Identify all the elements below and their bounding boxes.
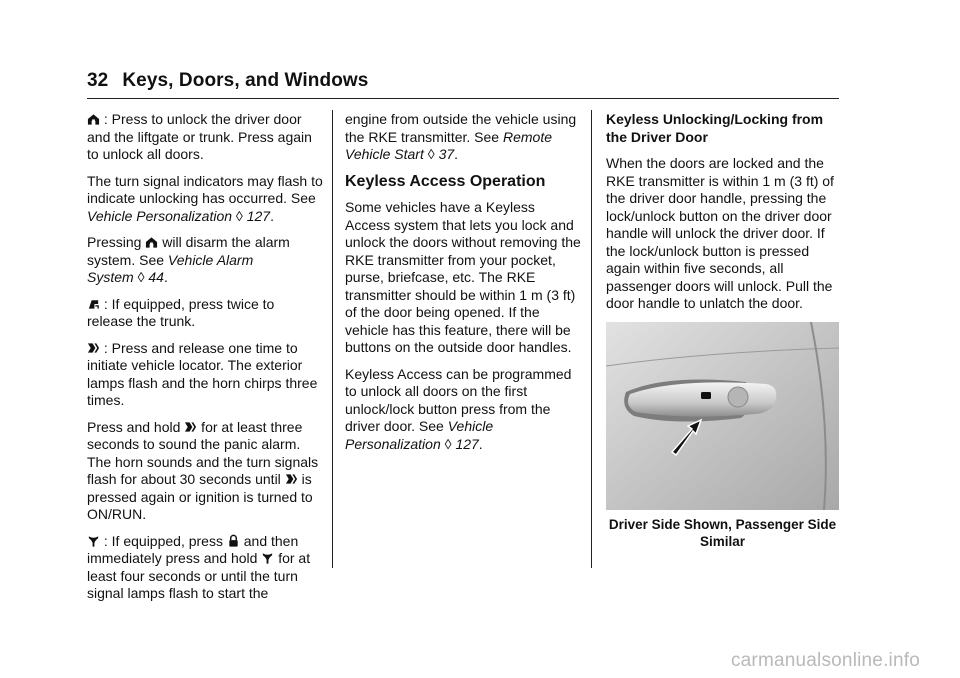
paragraph: engine from outside the vehicle using the RKE transmitter. See Remote Vehicle Start ◊ 37. [345,111,577,162]
watermark: carmanualsonline.info [730,650,920,671]
lock-icon [227,534,240,548]
paragraph: Some vehicles have a Keyless Access system that lets you lock and unlock the doors without removing the RKE transmitter from your pocket, purse, briefcase, etc. The RKE transmitter should be within 1 m (3 ft) of the door being opened. If the vehicle has this feature, there will be buttons on the outside door handles. [345,199,581,355]
page-reference[interactable]: 127 [246,207,271,224]
door-handle-photo [606,322,839,510]
remote-start-icon [87,534,100,548]
ref-arrow: ◊ [137,269,145,285]
vehicle-locator-icon [184,420,197,434]
cross-reference-link[interactable]: Vehicle Personalization [345,418,494,452]
paragraph: Pressing will disarm the alarm system. See Vehicle Alarm System ◊ 44. [87,234,290,285]
vehicle-locator-icon [285,472,298,486]
figure-caption: Driver Side Shown, Passenger Side Similar [608,516,837,549]
unlock-icon [87,112,100,126]
section-heading: Keyless Access Operation [345,172,546,190]
cross-reference-link[interactable]: Vehicle Alarm System [87,251,254,285]
paragraph: : If equipped, press and then immediately press and hold for at least four seconds or until the turn signal lamps flash to start the [87,532,311,601]
vehicle-locator-icon [87,341,100,355]
ref-arrow: ◊ [427,146,435,162]
paragraph: Press and hold for at least three seconds to sound the panic alarm. The horn sounds and the turn signals flash for about 30 seconds until is pressed again or ignition is turned to ON/RUN. [87,418,319,522]
trunk-release-icon [87,297,100,311]
cross-reference-link[interactable]: Vehicle Personalization [87,207,233,224]
paragraph: When the doors are locked and the RKE transmitter is within 1 m (3 ft) of the driver door handle, pressing the lock/unlock button on the driver door handle will unlock the driver door. If the lock/unlock button is pressed again within five seconds, all passenger doors will unlock. Pull the door handle to unlatch the door. [606,155,834,311]
unlock-icon [145,235,158,249]
page-number: 32 [87,70,109,91]
page-reference[interactable]: 37 [438,146,455,162]
page-reference[interactable]: 127 [455,435,479,452]
ref-arrow: ◊ [235,207,243,224]
column-divider [332,110,333,568]
paragraph: : Press and release one time to initiate vehicle locator. The exterior lamps flash and the horn chirps three times. [87,339,318,408]
column-1 [87,111,324,612]
page-header [87,70,368,92]
section-title: Keys, Doors, and Windows [122,70,369,91]
paragraph: The turn signal indicators may flash to indicate unlocking has occurred. See Vehicle Personalization ◊ 127. [87,172,323,224]
cross-reference-link[interactable]: Remote Vehicle Start [345,128,552,162]
paragraph: : If equipped, press twice to release the trunk. [87,295,275,329]
subheading: Keyless Unlocking/Locking from the Driver Door [606,111,824,145]
header-rule [87,98,839,99]
paragraph: : Press to unlock the driver door and the liftgate or trunk. Press again to unlock all doors. [87,111,312,162]
ref-arrow: ◊ [444,435,452,452]
column-2 [345,111,583,462]
page-reference[interactable]: 44 [148,269,164,285]
remote-start-icon [261,551,274,565]
column-divider [591,110,592,568]
column-3 [606,111,839,550]
paragraph: Keyless Access can be programmed to unlock all doors on the first unlock/lock button press from the driver door. See Vehicle Personalization ◊ 127. [345,365,572,452]
